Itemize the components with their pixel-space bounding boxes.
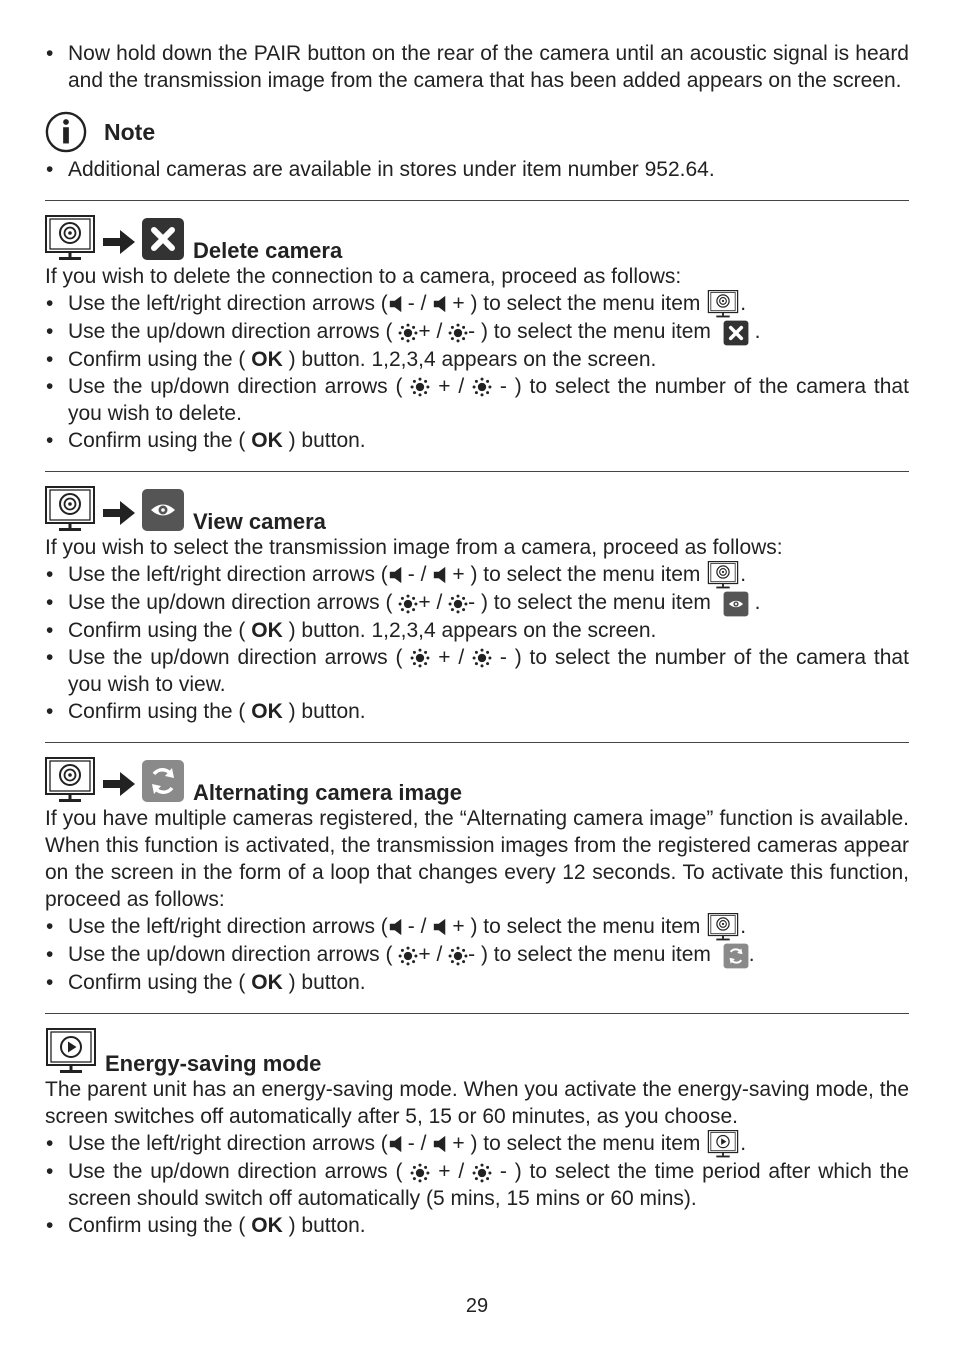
brightness-minus-icon xyxy=(472,1163,492,1183)
ok-key: OK xyxy=(251,347,283,371)
section-heading-alternating xyxy=(45,753,909,803)
section-title: Energy-saving mode xyxy=(105,1050,322,1076)
section-title: Alternating camera image xyxy=(193,779,462,805)
note-title: Note xyxy=(104,118,156,145)
steps-list xyxy=(45,290,909,454)
arrow-right-icon xyxy=(101,498,137,528)
note-heading xyxy=(45,108,909,156)
list-item: • Confirm using the ( OK ) button. xyxy=(45,1212,909,1239)
list-item: • Additional cameras are available in stores under item number 952.64. xyxy=(45,156,909,183)
delete-x-icon xyxy=(141,217,185,261)
camera-menu-icon xyxy=(706,290,740,318)
section-title: View camera xyxy=(193,508,326,534)
volume-minus-icon xyxy=(388,566,408,584)
arrow-right-icon xyxy=(101,227,137,257)
volume-plus-icon xyxy=(432,1135,452,1153)
intro-list xyxy=(45,40,909,94)
section-title: Delete camera xyxy=(193,238,343,263)
screen-play-icon xyxy=(45,1028,97,1074)
brightness-minus-icon xyxy=(448,323,468,343)
camera-menu-icon xyxy=(45,215,95,261)
eye-icon xyxy=(723,591,749,617)
list-item: • Use the up/down direction arrows ( + / - ) to select the time period after which the screen should switch off automatically (5 mins, 15 mins or 60 mins). xyxy=(45,1158,909,1212)
list-item: • Confirm using the ( OK ) button. 1,2,3,4 appears on the screen. xyxy=(45,346,909,373)
delete-x-icon xyxy=(723,320,749,346)
list-item: • Use the left/right direction arrows ( - / + ) to select the menu item . xyxy=(45,913,909,941)
volume-plus-icon xyxy=(432,918,452,936)
camera-menu-icon xyxy=(45,757,95,803)
list-item: • Now hold down the PAIR button on the rear of the camera until an acoustic signal is heard and the transmission image from the camera that has been added appears on the screen. xyxy=(45,40,909,94)
brightness-plus-icon xyxy=(410,648,430,668)
brightness-plus-icon xyxy=(398,594,418,614)
screen-play-icon xyxy=(706,1130,740,1158)
ok-key: OK xyxy=(251,970,283,994)
list-item: • Use the up/down direction arrows ( + / - ) to select the menu item . xyxy=(45,318,909,345)
steps-list xyxy=(45,561,909,725)
steps-list xyxy=(45,913,909,996)
ok-key: OK xyxy=(251,1214,283,1238)
list-item: • Use the left/right direction arrows ( - / + ) to select the menu item . xyxy=(45,561,909,589)
brightness-minus-icon xyxy=(472,377,492,397)
section-intro: If you have multiple cameras registered, the “Alternating camera image” function is available. When this function is activated, the transmission images from the registered cameras appear on the screen in the form of a loop that changes every 12 seconds. To activate this function, proceed as follows: xyxy=(45,806,909,911)
manual-page xyxy=(45,40,909,1239)
brightness-plus-icon xyxy=(410,1163,430,1183)
list-item: • Confirm using the ( OK ) button. xyxy=(45,969,909,996)
list-item: • Use the up/down direction arrows ( + / - ) to select the number of the camera that you wish to view. xyxy=(45,644,909,698)
camera-menu-icon xyxy=(706,913,740,941)
ok-key: OK xyxy=(251,699,283,723)
brightness-minus-icon xyxy=(448,946,468,966)
brightness-plus-icon xyxy=(410,377,430,397)
list-item: • Confirm using the ( OK ) button. xyxy=(45,427,909,454)
section-intro: If you wish to select the transmission image from a camera, proceed as follows: xyxy=(45,535,783,559)
eye-icon xyxy=(141,488,185,532)
steps-list xyxy=(45,1130,909,1239)
page-number: 29 xyxy=(465,1295,489,1317)
section-intro: If you wish to delete the connection to a camera, proceed as follows: xyxy=(45,265,682,288)
camera-menu-icon xyxy=(706,561,740,589)
list-item: • Use the up/down direction arrows ( + / - ) to select the number of the camera that you wish to delete. xyxy=(45,373,909,427)
volume-minus-icon xyxy=(388,1135,408,1153)
divider xyxy=(45,742,909,743)
camera-menu-icon xyxy=(45,486,95,532)
brightness-minus-icon xyxy=(448,594,468,614)
volume-minus-icon xyxy=(388,295,408,313)
section-heading-delete xyxy=(45,211,909,261)
divider xyxy=(45,200,909,201)
note-list xyxy=(45,156,909,183)
list-item: • Use the left/right direction arrows ( - / + ) to select the menu item . xyxy=(45,290,909,318)
ok-key: OK xyxy=(251,618,283,642)
brightness-plus-icon xyxy=(398,946,418,966)
list-item: • Use the up/down direction arrows ( + / - ) to select the menu item . xyxy=(45,941,909,968)
volume-minus-icon xyxy=(388,918,408,936)
refresh-icon xyxy=(141,759,185,803)
divider xyxy=(45,1013,909,1014)
volume-plus-icon xyxy=(432,295,452,313)
section-heading-energy xyxy=(45,1024,909,1074)
brightness-plus-icon xyxy=(398,323,418,343)
volume-plus-icon xyxy=(432,566,452,584)
refresh-icon xyxy=(723,943,749,969)
list-item: • Confirm using the ( OK ) button. xyxy=(45,698,909,725)
ok-key: OK xyxy=(251,428,283,452)
section-intro: The parent unit has an energy-saving mode. When you activate the energy-saving mode, the screen switches off automatically after 5, 15 or 60 minutes, as you choose. xyxy=(45,1077,909,1128)
arrow-right-icon xyxy=(101,769,137,799)
info-icon xyxy=(45,111,87,153)
list-item: • Confirm using the ( OK ) button. 1,2,3,4 appears on the screen. xyxy=(45,617,909,644)
list-item: • Use the left/right direction arrows ( - / + ) to select the menu item . xyxy=(45,1130,909,1158)
divider xyxy=(45,471,909,472)
brightness-minus-icon xyxy=(472,648,492,668)
list-item: • Use the up/down direction arrows ( + / - ) to select the menu item . xyxy=(45,589,909,616)
section-heading-view xyxy=(45,482,909,532)
